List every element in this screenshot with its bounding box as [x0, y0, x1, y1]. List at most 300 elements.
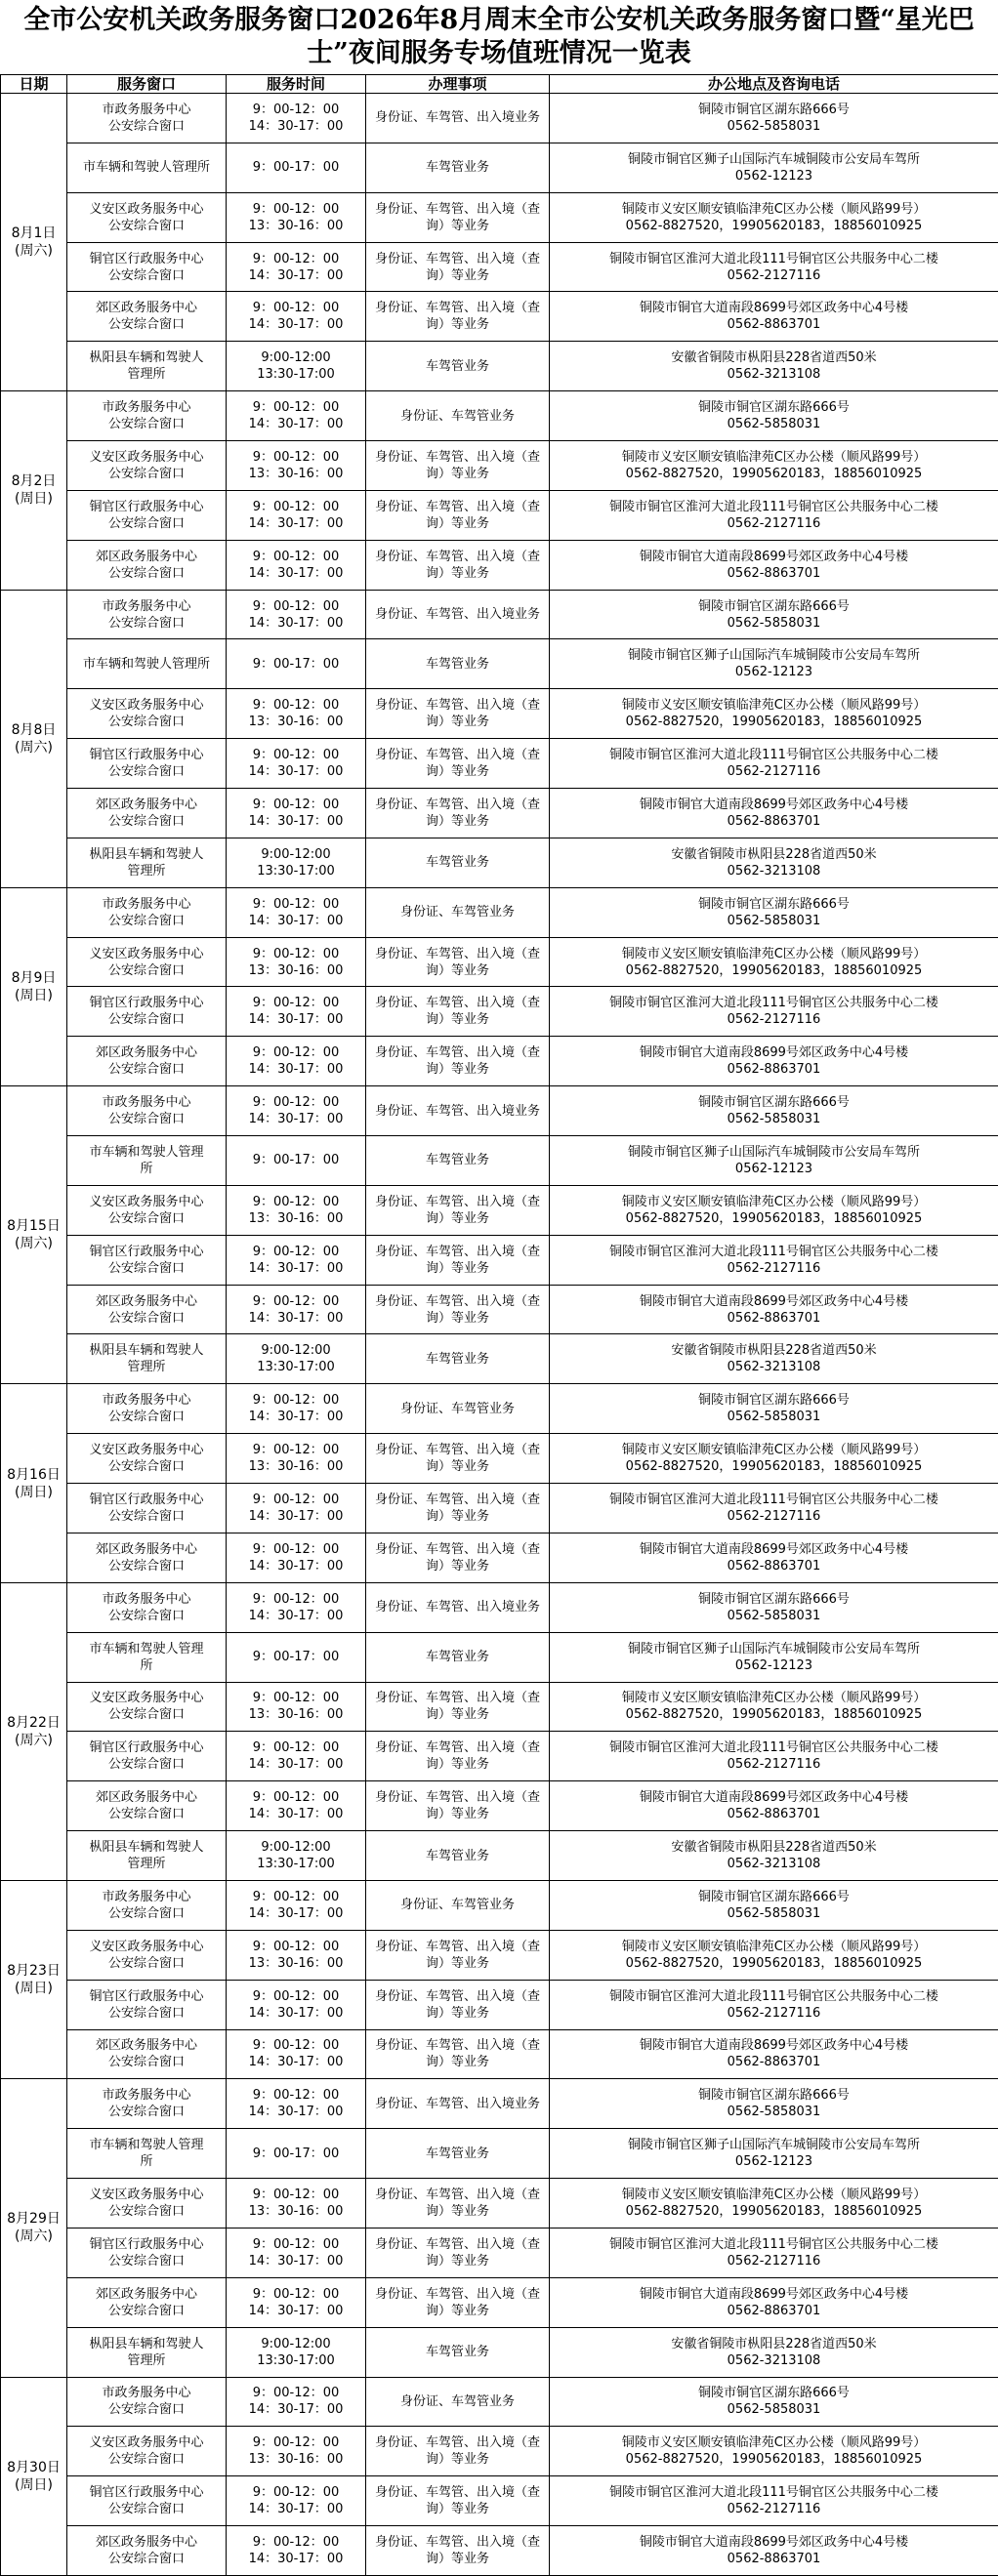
table-row	[1, 1582, 998, 1632]
address-phone-cell	[550, 1334, 998, 1384]
service-window-cell-line: 公安综合窗口	[107, 417, 185, 432]
business-items-cell	[366, 590, 550, 639]
date-cell-line: (周日)	[15, 1981, 53, 1997]
business-items-cell	[366, 1285, 550, 1334]
service-time-cell	[227, 490, 366, 540]
business-items-cell-line: 身份证、车驾管、出入境（查	[374, 1541, 540, 1557]
table-row	[1, 1930, 998, 1980]
address-phone-cell	[550, 1632, 998, 1682]
service-time-cell	[227, 689, 366, 739]
service-time-cell-line: 9：00-12：00	[252, 996, 340, 1011]
service-time-cell-line: 14：30-17：00	[248, 615, 344, 631]
date-cell	[1, 391, 67, 590]
service-time-cell-line: 13:30-17:00	[257, 1360, 335, 1375]
date-cell-line: (周六)	[15, 1236, 53, 1252]
service-window-cell	[67, 490, 227, 540]
service-time-cell	[227, 1880, 366, 1930]
date-cell	[1, 1582, 67, 1880]
business-items-cell-line: 身份证、车驾管业务	[399, 1898, 515, 1913]
table-row	[1, 342, 998, 391]
business-items-cell	[366, 689, 550, 739]
address-phone-cell	[550, 1136, 998, 1186]
address-phone-cell	[550, 292, 998, 342]
business-items-cell	[366, 1384, 550, 1434]
business-items-cell-line: 身份证、车驾管业务	[399, 2393, 515, 2409]
service-time-cell-line: 9：00-12：00	[252, 1443, 340, 1458]
address-phone-cell-line: 铜陵市铜官区湖东路666号	[698, 400, 850, 416]
business-items-cell	[366, 937, 550, 987]
table-row	[1, 1732, 998, 1781]
date-cell-line: 8月15日	[7, 1218, 61, 1235]
service-window-cell	[67, 2228, 227, 2277]
service-window-cell-line: 公安综合窗口	[107, 1707, 185, 1723]
service-time-cell	[227, 1136, 366, 1186]
business-items-cell-line: 询）等业务	[425, 715, 489, 730]
service-time-cell	[227, 2129, 366, 2179]
service-window-cell-line: 公安综合窗口	[107, 118, 185, 134]
business-items-cell	[366, 2476, 550, 2526]
date-cell-line: (周六)	[15, 739, 53, 756]
business-items-cell-line: 身份证、车驾管、出入境（查	[374, 549, 540, 564]
table-row	[1, 292, 998, 342]
service-time-cell-line: 14：30-17：00	[248, 1310, 344, 1326]
business-items-cell-line: 询）等业务	[425, 1955, 489, 1971]
address-phone-cell-line: 0562-2127116	[727, 1260, 821, 1276]
business-items-cell-line: 身份证、车驾管、出入境（查	[374, 449, 540, 465]
address-phone-cell-line: 0562-8827520，19905620183，18856010925	[625, 1210, 923, 1226]
business-items-cell	[366, 2277, 550, 2327]
service-window-cell-line: 郊区政务服务中心	[95, 2535, 197, 2551]
service-window-cell-line: 义安区政务服务中心	[89, 2188, 204, 2203]
service-time-cell-line: 14：30-17：00	[248, 764, 344, 780]
address-phone-cell	[550, 1781, 998, 1831]
service-time-cell-line: 13：30-16：00	[248, 2452, 344, 2468]
table-row	[1, 590, 998, 639]
service-window-cell-line: 市政务服务中心	[102, 896, 191, 912]
address-phone-cell	[550, 2526, 998, 2576]
business-items-cell-line: 询）等业务	[425, 2552, 489, 2567]
service-time-cell-line: 9：00-12：00	[252, 946, 340, 961]
address-phone-cell-line: 0562-5858031	[727, 615, 821, 631]
service-window-cell-line: 市政务服务中心	[102, 1889, 191, 1904]
address-phone-cell-line: 安徽省铜陵市枞阳县228省道西50米	[671, 846, 877, 862]
service-window-cell-line: 郊区政务服务中心	[95, 2038, 197, 2054]
service-window-cell	[67, 1930, 227, 1980]
business-items-cell-line: 身份证、车驾管业务	[399, 408, 515, 424]
service-window-cell	[67, 2079, 227, 2129]
address-phone-cell	[550, 1582, 998, 1632]
business-items-cell-line: 询）等业务	[425, 1012, 489, 1028]
address-phone-cell	[550, 1037, 998, 1086]
date-cell-line: (周六)	[15, 1732, 53, 1748]
business-items-cell-line: 询）等业务	[425, 1310, 489, 1326]
service-time-cell	[227, 2327, 366, 2377]
service-window-cell-line: 公安综合窗口	[107, 1558, 185, 1574]
table-row	[1, 689, 998, 739]
service-time-cell-line: 14：30-17：00	[248, 2402, 344, 2418]
service-time-cell-line: 9：00-17：00	[252, 656, 340, 672]
address-phone-cell-line: 0562-8827520，19905620183，18856010925	[625, 1955, 923, 1971]
service-time-cell	[227, 1037, 366, 1086]
address-phone-cell-line: 铜陵市义安区顺安镇临津苑C区办公楼（顺风路99号）	[621, 1194, 927, 1209]
business-items-cell	[366, 192, 550, 242]
service-window-cell	[67, 1831, 227, 1881]
service-time-cell-line: 9:00-12:00	[261, 350, 331, 366]
service-time-cell-line: 9：00-12：00	[252, 896, 340, 912]
service-time-cell	[227, 2228, 366, 2277]
table-row	[1, 1632, 998, 1682]
table-row	[1, 2476, 998, 2526]
service-time-cell-line: 14：30-17：00	[248, 2055, 344, 2070]
address-phone-cell	[550, 2327, 998, 2377]
service-window-cell-line: 公安综合窗口	[107, 317, 185, 333]
business-items-cell-line: 询）等业务	[425, 317, 489, 333]
service-window-cell-line: 公安综合窗口	[107, 1459, 185, 1475]
service-window-cell	[67, 1732, 227, 1781]
service-window-cell-line: 枞阳县车辆和驾驶人	[89, 846, 204, 862]
service-time-cell-line: 9：00-17：00	[252, 2146, 340, 2161]
business-items-cell-line: 询）等业务	[425, 1707, 489, 1723]
service-window-cell-line: 市政务服务中心	[102, 1095, 191, 1111]
table-row	[1, 1334, 998, 1384]
address-phone-cell-line: 安徽省铜陵市枞阳县228省道西50米	[671, 1840, 877, 1855]
service-time-cell	[227, 1434, 366, 1484]
service-time-cell-line: 9：00-12：00	[252, 2485, 340, 2501]
address-phone-cell-line: 铜陵市铜官区淮河大道北段111号铜官区公共服务中心二楼	[609, 996, 938, 1011]
table-row	[1, 1533, 998, 1582]
table-row	[1, 1185, 998, 1235]
address-phone-cell-line: 铜陵市铜官大道南段8699号郊区政务中心4号楼	[639, 1541, 909, 1557]
service-window-cell-line: 义安区政务服务中心	[89, 946, 204, 961]
address-phone-cell-line: 铜陵市铜官区湖东路666号	[698, 102, 850, 117]
service-window-cell-line: 公安综合窗口	[107, 565, 185, 581]
service-window-cell-line: 公安综合窗口	[107, 2502, 185, 2517]
service-time-cell-line: 14：30-17：00	[248, 1757, 344, 1773]
address-phone-cell-line: 0562-8863701	[727, 2552, 821, 2567]
address-phone-cell	[550, 887, 998, 937]
service-window-cell	[67, 192, 227, 242]
business-items-cell	[366, 2526, 550, 2576]
business-items-cell-line: 身份证、车驾管、出入境（查	[374, 1740, 540, 1756]
date-cell	[1, 2079, 67, 2377]
service-time-cell	[227, 143, 366, 192]
service-time-cell	[227, 2526, 366, 2576]
service-time-cell	[227, 1732, 366, 1781]
service-time-cell-line: 13：30-16：00	[248, 1459, 344, 1475]
business-items-cell-line: 身份证、车驾管、出入境（查	[374, 1492, 540, 1507]
service-time-cell-line: 9:00-12:00	[261, 1840, 331, 1855]
business-items-cell-line: 身份证、车驾管、出入境（查	[374, 797, 540, 812]
address-phone-cell-line: 0562-8863701	[727, 1558, 821, 1574]
service-window-cell-line: 公安综合窗口	[107, 2105, 185, 2120]
address-phone-cell-line: 0562-2127116	[727, 1012, 821, 1028]
business-items-cell	[366, 1930, 550, 1980]
service-window-cell	[67, 1781, 227, 1831]
table-row	[1, 2179, 998, 2228]
business-items-cell	[366, 2179, 550, 2228]
service-window-cell	[67, 94, 227, 143]
service-window-cell-line: 公安综合窗口	[107, 813, 185, 829]
table-row	[1, 242, 998, 292]
address-phone-cell-line: 铜陵市铜官大道南段8699号郊区政务中心4号楼	[639, 2535, 909, 2551]
service-time-cell	[227, 838, 366, 887]
address-phone-cell	[550, 490, 998, 540]
service-window-cell	[67, 1434, 227, 1484]
service-window-cell-line: 公安综合窗口	[107, 1112, 185, 1127]
service-window-cell-line: 义安区政务服务中心	[89, 1443, 204, 1458]
service-window-cell	[67, 391, 227, 441]
service-window-cell-line: 市政务服务中心	[102, 598, 191, 614]
service-window-cell-line: 市车辆和驾驶人管理	[89, 2138, 204, 2153]
service-window-cell-line: 铜官区行政服务中心	[89, 1988, 204, 2004]
business-items-cell	[366, 1235, 550, 1285]
service-time-cell	[227, 391, 366, 441]
table-row	[1, 1384, 998, 1434]
service-time-cell-line: 9：00-12：00	[252, 1691, 340, 1706]
address-phone-cell	[550, 1384, 998, 1434]
business-items-cell	[366, 2129, 550, 2179]
business-items-cell-line: 询）等业务	[425, 565, 489, 581]
service-time-cell-line: 13：30-16：00	[248, 1707, 344, 1723]
service-window-cell-line: 铜官区行政服务中心	[89, 1492, 204, 1507]
service-time-cell-line: 9：00-12：00	[252, 1591, 340, 1607]
address-phone-cell-line: 铜陵市铜官区湖东路666号	[698, 1889, 850, 1904]
service-time-cell-line: 9：00-12：00	[252, 1045, 340, 1061]
service-window-cell-line: 公安综合窗口	[107, 1608, 185, 1623]
service-window-cell-line: 郊区政务服务中心	[95, 797, 197, 812]
business-items-cell-line: 身份证、车驾管、出入境业务	[374, 1103, 540, 1119]
service-window-cell	[67, 2129, 227, 2179]
address-phone-cell	[550, 2029, 998, 2079]
service-window-cell	[67, 242, 227, 292]
service-window-cell-line: 所	[140, 1657, 153, 1673]
business-items-cell	[366, 1434, 550, 1484]
address-phone-cell	[550, 1434, 998, 1484]
business-items-cell	[366, 1334, 550, 1384]
date-cell-line: (周日)	[15, 491, 53, 508]
service-time-cell-line: 13:30-17:00	[257, 2352, 335, 2368]
service-time-cell	[227, 242, 366, 292]
service-window-cell-line: 公安综合窗口	[107, 913, 185, 928]
service-window-cell-line: 公安综合窗口	[107, 2402, 185, 2418]
address-phone-cell-line: 铜陵市铜官区淮河大道北段111号铜官区公共服务中心二楼	[609, 1740, 938, 1756]
service-window-cell-line: 市政务服务中心	[102, 2088, 191, 2104]
address-phone-cell-line: 铜陵市铜官区湖东路666号	[698, 1095, 850, 1111]
business-items-cell-line: 询）等业务	[425, 2055, 489, 2070]
table-row	[1, 94, 998, 143]
address-phone-cell-line: 0562-8827520，19905620183，18856010925	[625, 1707, 923, 1723]
business-items-cell-line: 询）等业务	[425, 1508, 489, 1524]
address-phone-cell-line: 0562-12123	[734, 1161, 813, 1176]
business-items-cell-line: 身份证、车驾管、出入境（查	[374, 2535, 540, 2551]
business-items-cell-line: 车驾管业务	[425, 2146, 489, 2161]
table-row	[1, 391, 998, 441]
service-window-cell-line: 市车辆和驾驶人管理	[89, 1144, 204, 1160]
address-phone-cell-line: 0562-2127116	[727, 764, 821, 780]
address-phone-cell	[550, 590, 998, 639]
address-phone-cell	[550, 1533, 998, 1582]
service-time-cell-line: 14：30-17：00	[248, 1558, 344, 1574]
service-time-cell-line: 14：30-17：00	[248, 118, 344, 134]
address-phone-cell-line: 铜陵市义安区顺安镇临津苑C区办公楼（顺风路99号）	[621, 1443, 927, 1458]
address-phone-cell-line: 0562-5858031	[727, 417, 821, 432]
service-time-cell-line: 9:00-12:00	[261, 1343, 331, 1359]
business-items-cell-line: 身份证、车驾管、出入境（查	[374, 2485, 540, 2501]
date-cell	[1, 1086, 67, 1384]
business-items-cell	[366, 987, 550, 1037]
address-phone-cell-line: 安徽省铜陵市枞阳县228省道西50米	[671, 1343, 877, 1359]
service-time-cell-line: 14：30-17：00	[248, 317, 344, 333]
address-phone-cell-line: 铜陵市义安区顺安镇临津苑C区办公楼（顺风路99号）	[621, 946, 927, 961]
business-items-cell	[366, 838, 550, 887]
service-time-cell-line: 13：30-16：00	[248, 2204, 344, 2220]
service-time-cell	[227, 2427, 366, 2476]
address-phone-cell-line: 0562-5858031	[727, 913, 821, 928]
service-window-cell-line: 公安综合窗口	[107, 2055, 185, 2070]
address-phone-cell-line: 0562-2127116	[727, 515, 821, 531]
table-row	[1, 441, 998, 491]
business-items-cell-line: 身份证、车驾管、出入境（查	[374, 946, 540, 961]
service-window-cell	[67, 1285, 227, 1334]
business-items-cell-line: 身份证、车驾管、出入境（查	[374, 1939, 540, 1954]
table-row	[1, 838, 998, 887]
service-time-cell-line: 9：00-12：00	[252, 1293, 340, 1309]
business-items-cell	[366, 1484, 550, 1533]
address-phone-cell	[550, 1086, 998, 1136]
service-time-cell-line: 9：00-12：00	[252, 2236, 340, 2252]
address-phone-cell	[550, 2079, 998, 2129]
service-window-cell-line: 公安综合窗口	[107, 715, 185, 730]
business-items-cell-line: 身份证、车驾管、出入境（查	[374, 2435, 540, 2451]
service-window-cell-line: 公安综合窗口	[107, 466, 185, 481]
service-window-cell-line: 郊区政务服务中心	[95, 301, 197, 316]
business-items-cell-line: 询）等业务	[425, 1807, 489, 1822]
address-phone-cell-line: 铜陵市铜官区淮河大道北段111号铜官区公共服务中心二楼	[609, 748, 938, 763]
service-window-cell-line: 市政务服务中心	[102, 400, 191, 416]
service-time-cell-line: 9：00-12：00	[252, 698, 340, 714]
service-window-cell	[67, 1484, 227, 1533]
address-phone-cell-line: 0562-3213108	[727, 863, 821, 879]
service-time-cell-line: 14：30-17：00	[248, 1260, 344, 1276]
service-window-cell-line: 公安综合窗口	[107, 515, 185, 531]
business-items-cell-line: 询）等业务	[425, 218, 489, 233]
service-time-cell	[227, 192, 366, 242]
address-phone-cell	[550, 192, 998, 242]
date-cell	[1, 94, 67, 391]
service-window-cell-line: 公安综合窗口	[107, 962, 185, 978]
address-phone-cell	[550, 2179, 998, 2228]
service-window-cell-line: 公安综合窗口	[107, 1062, 185, 1078]
service-window-cell-line: 公安综合窗口	[107, 1410, 185, 1425]
service-time-cell	[227, 2179, 366, 2228]
address-phone-cell-line: 铜陵市铜官区狮子山国际汽车城铜陵市公安局车驾所	[627, 151, 920, 167]
business-items-cell-line: 询）等业务	[425, 1062, 489, 1078]
table-row	[1, 739, 998, 789]
address-phone-cell-line: 铜陵市铜官大道南段8699号郊区政务中心4号楼	[639, 797, 909, 812]
business-items-cell-line: 车驾管业务	[425, 1848, 489, 1863]
address-phone-cell-line: 铜陵市铜官区淮河大道北段111号铜官区公共服务中心二楼	[609, 1244, 938, 1259]
business-items-cell	[366, 639, 550, 689]
service-time-cell	[227, 1185, 366, 1235]
service-window-cell-line: 公安综合窗口	[107, 2552, 185, 2567]
address-phone-cell	[550, 391, 998, 441]
service-time-cell	[227, 1533, 366, 1582]
service-window-cell-line: 郊区政务服务中心	[95, 1045, 197, 1061]
service-time-cell-line: 14：30-17：00	[248, 1410, 344, 1425]
service-time-cell	[227, 887, 366, 937]
business-items-cell	[366, 2427, 550, 2476]
service-window-cell	[67, 1136, 227, 1186]
service-time-cell-line: 13：30-16：00	[248, 466, 344, 481]
address-phone-cell-line: 铜陵市义安区顺安镇临津苑C区办公楼（顺风路99号）	[621, 698, 927, 714]
address-phone-cell-line: 0562-8827520，19905620183，18856010925	[625, 2204, 923, 2220]
address-phone-cell-line: 0562-8863701	[727, 813, 821, 829]
address-phone-cell-line: 铜陵市铜官区淮河大道北段111号铜官区公共服务中心二楼	[609, 1492, 938, 1507]
business-items-cell-line: 身份证、车驾管业务	[399, 905, 515, 920]
service-window-cell-line: 铜官区行政服务中心	[89, 748, 204, 763]
business-items-cell	[366, 292, 550, 342]
service-time-cell-line: 14：30-17：00	[248, 913, 344, 928]
address-phone-cell-line: 铜陵市铜官区淮河大道北段111号铜官区公共服务中心二楼	[609, 251, 938, 266]
service-time-cell	[227, 1334, 366, 1384]
service-window-cell-line: 市政务服务中心	[102, 1393, 191, 1409]
address-phone-cell-line: 铜陵市铜官区湖东路666号	[698, 896, 850, 912]
table-row	[1, 192, 998, 242]
business-items-cell	[366, 441, 550, 491]
business-items-cell	[366, 391, 550, 441]
table-row	[1, 143, 998, 192]
address-phone-cell-line: 铜陵市铜官大道南段8699号郊区政务中心4号楼	[639, 2286, 909, 2302]
service-window-cell	[67, 987, 227, 1037]
address-phone-cell-line: 铜陵市义安区顺安镇临津苑C区办公楼（顺风路99号）	[621, 201, 927, 217]
service-time-cell	[227, 987, 366, 1037]
address-phone-cell-line: 铜陵市铜官区湖东路666号	[698, 2088, 850, 2104]
service-window-cell-line: 市政务服务中心	[102, 1591, 191, 1607]
table-row	[1, 1037, 998, 1086]
address-phone-cell	[550, 1235, 998, 1285]
business-items-cell-line: 车驾管业务	[425, 160, 489, 176]
business-items-cell	[366, 789, 550, 838]
business-items-cell-line: 身份证、车驾管、出入境（查	[374, 1244, 540, 1259]
service-window-cell-line: 铜官区行政服务中心	[89, 251, 204, 266]
service-time-cell-line: 9：00-12：00	[252, 1492, 340, 1507]
address-phone-cell-line: 0562-12123	[734, 1657, 813, 1673]
service-time-cell-line: 13:30-17:00	[257, 1857, 335, 1871]
business-items-cell	[366, 2228, 550, 2277]
date-cell	[1, 1384, 67, 1582]
address-phone-cell-line: 0562-8863701	[727, 565, 821, 581]
date-cell-line: 8月23日	[7, 1963, 61, 1980]
address-phone-cell	[550, 1285, 998, 1334]
business-items-cell	[366, 1980, 550, 2029]
date-cell	[1, 2377, 67, 2575]
service-time-cell-line: 13:30-17:00	[257, 367, 335, 383]
address-phone-cell-line: 0562-8827520，19905620183，18856010925	[625, 962, 923, 978]
business-items-cell-line: 询）等业务	[425, 267, 489, 283]
service-window-cell-line: 管理所	[127, 1360, 166, 1375]
service-time-cell-line: 14：30-17：00	[248, 2552, 344, 2567]
service-window-cell-line: 郊区政务服务中心	[95, 1541, 197, 1557]
address-phone-cell	[550, 94, 998, 143]
duty-schedule-table	[0, 74, 998, 2576]
business-items-cell	[366, 94, 550, 143]
business-items-cell-line: 车驾管业务	[425, 2345, 489, 2360]
service-window-cell-line: 公安综合窗口	[107, 1905, 185, 1921]
address-phone-cell-line: 安徽省铜陵市枞阳县228省道西50米	[671, 350, 877, 366]
service-time-cell	[227, 2377, 366, 2427]
table-row	[1, 1086, 998, 1136]
address-phone-cell	[550, 2277, 998, 2327]
